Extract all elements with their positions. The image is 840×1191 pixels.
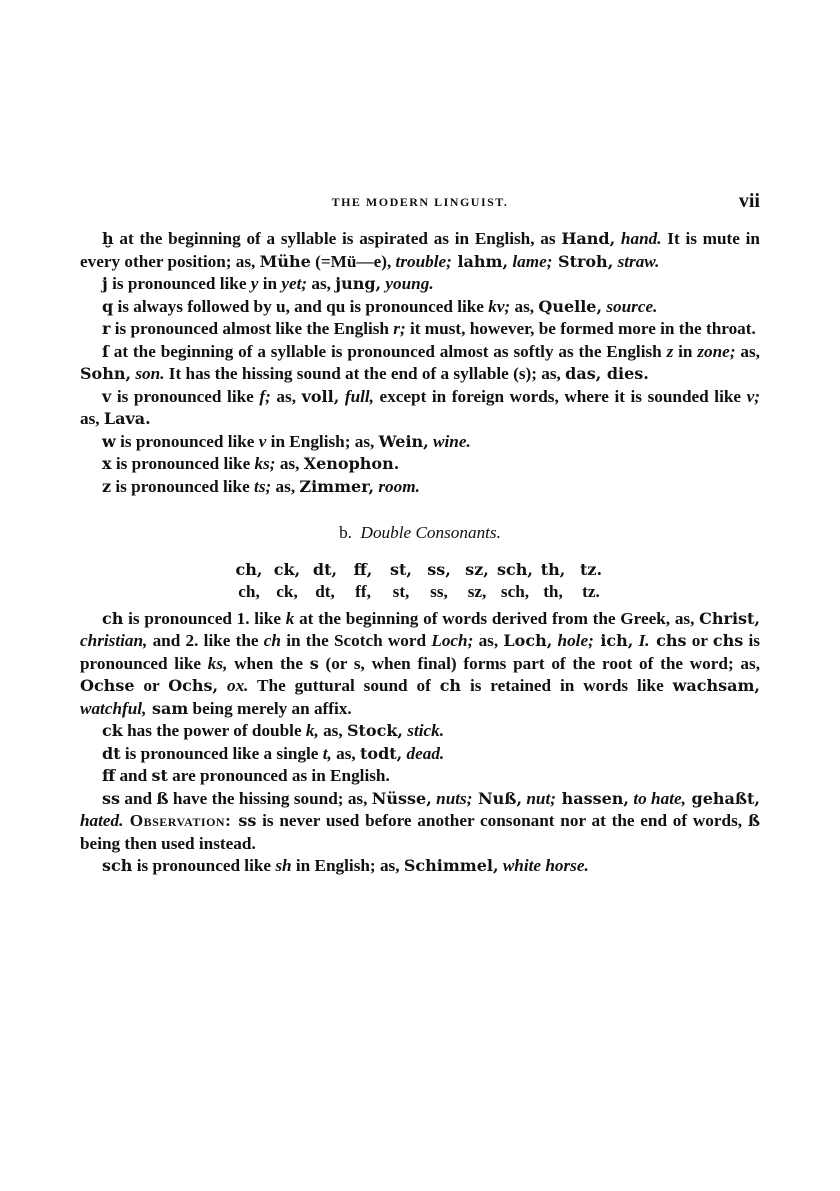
rule-w: w is pronounced like v in English; as, Wein, wine. <box>102 431 471 451</box>
german-form: sz, <box>465 559 489 579</box>
german-form: ff, <box>353 559 373 579</box>
rule-s: ſ at the beginning of a syllable is pronounced almost as softly as the English z in zone; as, Sohn, son. It has the hissing sound at the end of a syllable (s); as, das, dies. <box>80 341 760 383</box>
latin-form: ch, <box>238 582 260 601</box>
page-number: vii <box>738 190 760 212</box>
latin-form: ff, <box>355 582 371 601</box>
running-title: THE MODERN LINGUIST. <box>331 195 509 209</box>
rule-dt: dt is pronounced like a single t, as, todt, dead. <box>102 743 445 763</box>
rule-r: r is pronounced almost like the English r; it must, however, be formed more in the throat. <box>102 319 756 338</box>
rule-ck: ck has the power of double k, as, Stock, stick. <box>102 721 445 740</box>
german-form: dt, <box>312 559 338 579</box>
section-heading: b. Double Consonants. <box>339 523 501 542</box>
rule-z: z is pronounced like ts; as, Zimmer, room. <box>102 476 420 496</box>
rule-h: ḫ at the beginning of a syllable is aspirated as in English, as Hand, hand. It is mute in every other position; as, Mühe (=Mü—e), trouble; lahm, lame; Stroh, straw. <box>80 229 760 271</box>
german-form: ch, <box>235 559 263 579</box>
latin-form: tz. <box>582 582 600 601</box>
rule-sch: sch is pronounced like sh in English; as, Schimmel, white horse. <box>102 856 589 875</box>
latin-form: th, <box>543 582 563 601</box>
german-form: ss, <box>427 559 451 579</box>
german-form: th, <box>540 559 566 579</box>
german-form: sch, <box>497 559 533 579</box>
rule-ch: ch is pronounced 1. like k at the beginning of words derived from the Greek, as, Christ, christian, and 2. like the ch in the Scotch word Loch; as, Loch, hole; ich, I. chs or chs is pronounced like ks, when the s (or s, when final) forms part of the root of the word; as, Ochse or Ochs, ox. The guttural sound of ch is retained in words like wachsam, watchful, sam being merely an affix. <box>80 608 761 718</box>
german-letter: ſ <box>102 341 109 361</box>
german-letter: q <box>102 296 114 316</box>
rule-x: x is pronounced like ks; as, Xenophon. <box>102 454 400 473</box>
rule-ff: ff and st are pronounced as in English. <box>102 766 390 785</box>
latin-form: sz, <box>467 582 487 601</box>
german-letter: z <box>102 476 112 496</box>
rule-ss: ss and ß have the hissing sound; as, Nüsse, nuts; Nuß, nut; hassen, to hate, gehaßt, hated. Observation: ss is never used before another consonant nor at the end of words, ß being then used instead. <box>80 788 760 853</box>
german-letter: v <box>102 386 112 406</box>
rule-v: v is pronounced like f; as, voll, full, except in foreign words, where it is sounded like v; as, Lava. <box>80 386 760 428</box>
rule-j: j is pronounced like y in yet; as, jung, young. <box>102 274 434 293</box>
german-letter: ḫ <box>102 229 114 248</box>
german-letter: r <box>102 319 111 338</box>
german-forms-row <box>80 559 760 582</box>
german-letter: j <box>102 274 108 293</box>
german-form: ck, <box>273 559 301 579</box>
latin-form: ck, <box>276 582 298 601</box>
german-letter: w <box>102 431 116 451</box>
body-text <box>80 228 760 878</box>
latin-form: dt, <box>315 582 335 601</box>
latin-form: ss, <box>430 582 448 601</box>
latin-form: sch, <box>500 582 530 601</box>
running-head <box>80 190 760 214</box>
german-letter: x <box>102 454 112 473</box>
rule-q: q is always followed by u, and qu is pronounced like kv; as, Quelle, source. <box>102 296 658 316</box>
latin-forms-row <box>80 581 760 604</box>
german-form: tz. <box>579 559 603 579</box>
german-form: st, <box>390 559 412 579</box>
latin-form: st, <box>392 582 410 601</box>
